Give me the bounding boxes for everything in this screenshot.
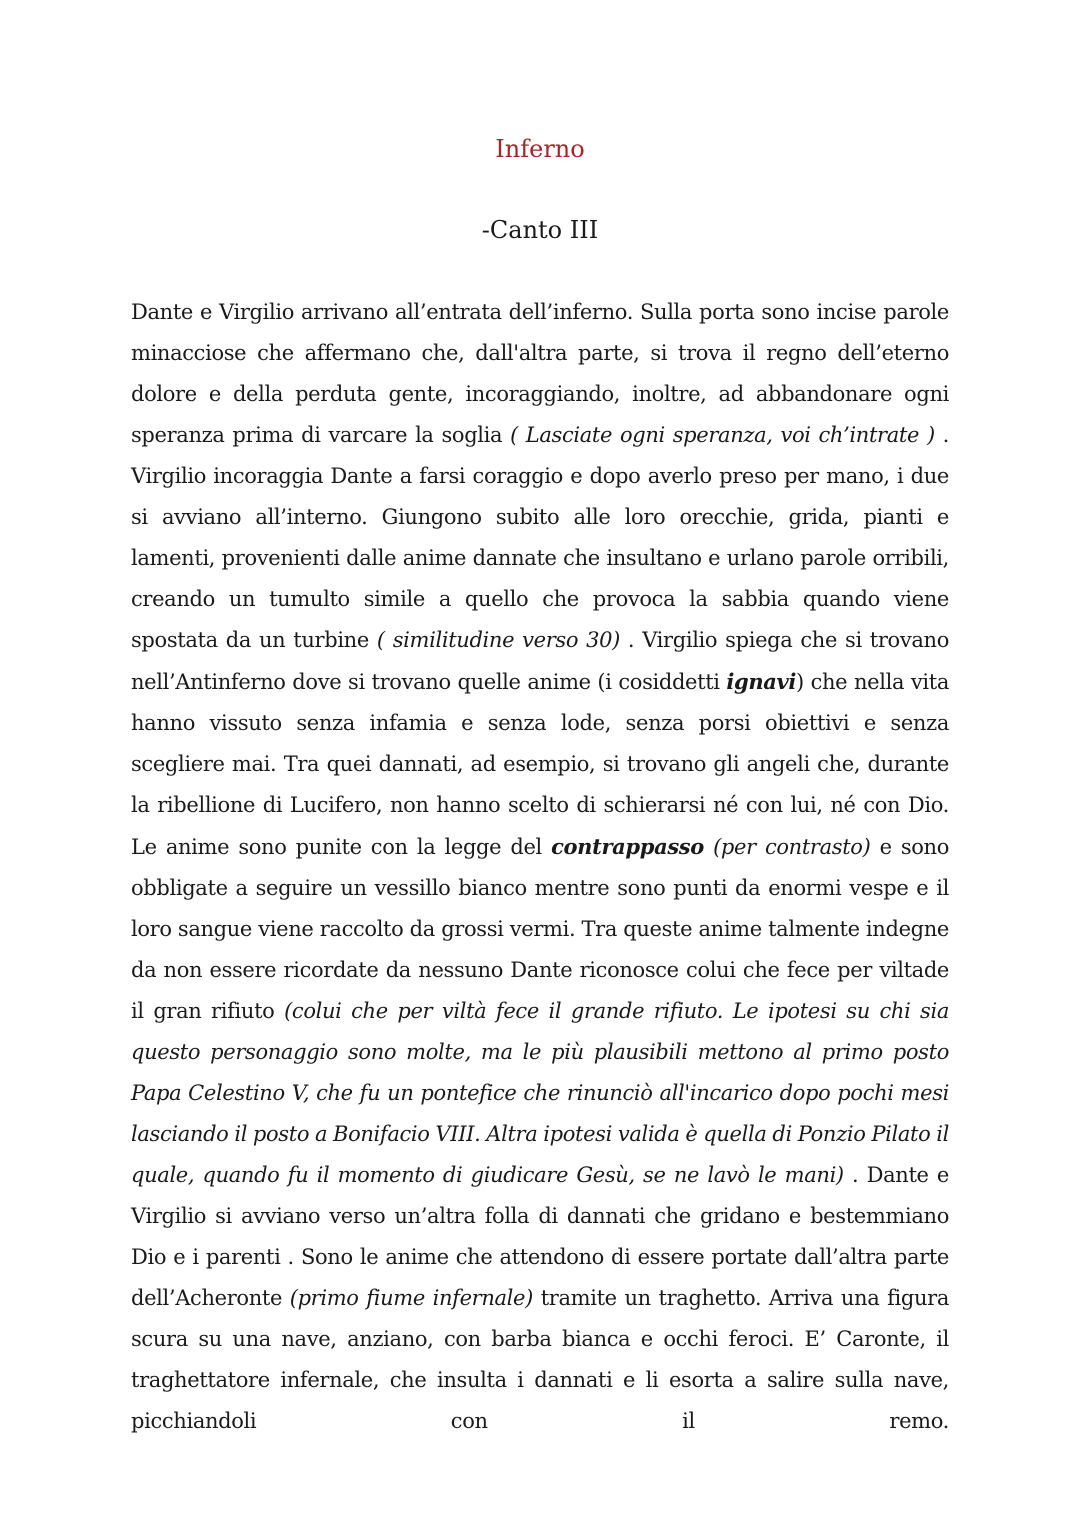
paragraph-text: e sono obbligate a seguire un vessillo bianco mentre sono punti da enormi vespe e il loro sangue viene raccolto da grossi vermi. Tra queste anime talmente indegne da non essere ricordate da nessuno Dante riconosce colui che fece per viltade il gran rifiuto — [131, 835, 950, 1023]
document-title: Inferno — [495, 135, 585, 163]
bold-term-ignavi: ignavi — [726, 669, 797, 694]
paragraph-text: ) che nella vita hanno vissuto senza infamia e senza lode, senza porsi obiettivi e senza scegliere mai. Tra quei dannati, ad esempio, si trovano gli angeli che, durante la ribellione di Lucifero, non hanno scelto di schierarsi né con lui, né con Dio. Le anime sono punite con la legge del — [131, 670, 949, 859]
paragraph-text: . Virgilio spiega che si trovano nell’Antinferno dove si trovano quelle anime (i cosiddetti — [131, 628, 949, 694]
canto-heading: -Canto III — [481, 216, 599, 244]
italic-note: (primo fiume infernale) — [289, 1286, 533, 1310]
italic-note: (per contrasto) — [703, 835, 871, 859]
italic-note: ( similitudine verso 30) — [376, 628, 620, 652]
italic-quote: ( Lasciate ogni speranza, voi ch’intrate ) — [510, 423, 935, 447]
paragraph-text: Dante e Virgilio arrivano all’entrata dell’inferno. Sulla porta sono incise parole minacciose che affermano che, dall'altra parte, si trova il regno dell’eterno dolore e della perduta gente, incoraggiando, inoltre, ad abbandonare ogni speranza prima di varcare la soglia — [131, 300, 949, 447]
paragraph-text: . Virgilio incoraggia Dante a farsi coraggio e dopo averlo preso per mano, i due si avviano all’interno. Giungono subito alle loro orecchie, grida, pianti e lamenti, provenienti dalle anime dannate che insultano e urlano parole orribili, creando un tumulto simile a quello che provoca la sabbia quando viene spostata da un turbine — [131, 423, 949, 652]
italic-note: (colui che per viltà fece il grande rifiuto. Le ipotesi su chi sia questo personaggio sono molte, ma le più plausibili mettono al primo posto Papa Celestino V, che fu un pontefice che rinunciò all'incarico dopo pochi mesi lasciando il posto a Bonifacio VIII. Altra ipotesi valida è quella di Ponzio Pilato il quale, quando fu il momento di giudicare Gesù, se ne lavò le mani) — [131, 999, 949, 1187]
bold-term-contrappasso: contrappasso — [551, 834, 704, 859]
paragraph-text: . Dante e Virgilio si avviano verso un’altra folla di dannati che gridano e bestemmiano Dio e i parenti . Sono le anime che attendono di essere portate dall’altra parte dell’Acheronte — [131, 1163, 949, 1310]
body-paragraph — [131, 292, 949, 1442]
paragraph-text: tramite un traghetto. Arriva una figura scura su una nave, anziano, con barba bianca e occhi feroci. E’ Caronte, il traghettatore infernale, che insulta i dannati e li esorta a salire sulla nave, picchiandoli con il remo. — [131, 1286, 950, 1433]
